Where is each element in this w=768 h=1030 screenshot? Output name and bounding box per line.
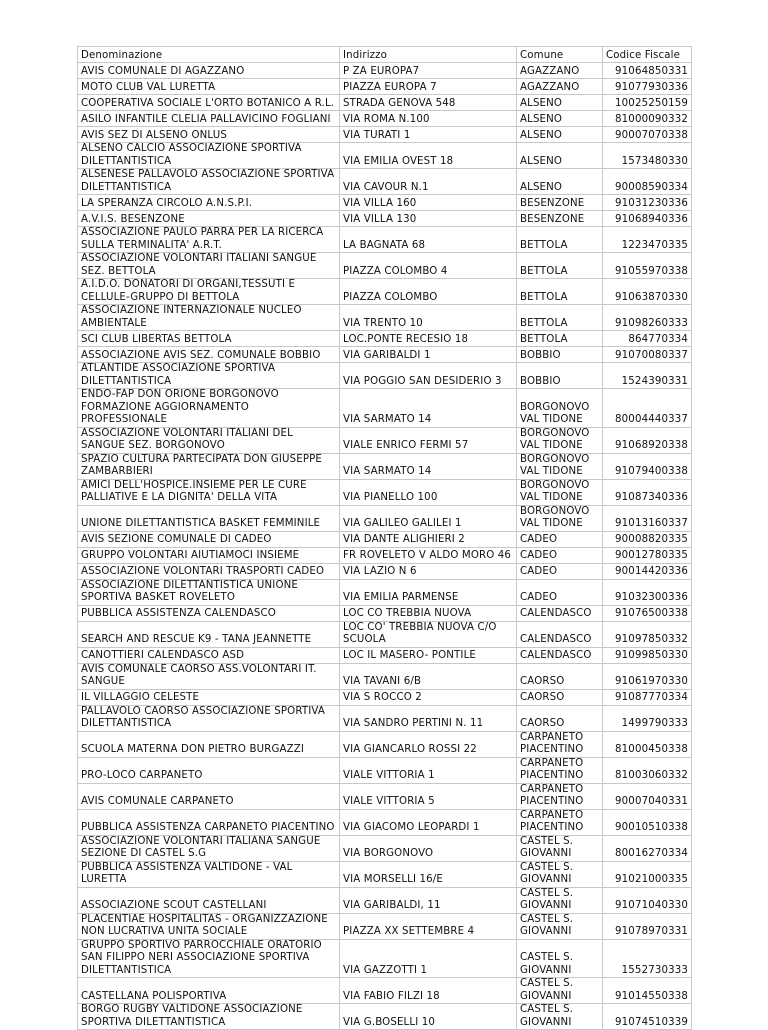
- cell-denominazione: ASSOCIAZIONE VOLONTARI ITALIANI SANGUE SEZ. BETTOLA: [78, 253, 340, 279]
- cell-codice-fiscale: 10025250159: [603, 95, 692, 111]
- header-comune: Comune: [517, 47, 603, 63]
- cell-indirizzo: LA BAGNATA 68: [340, 227, 517, 253]
- cell-comune: BOBBIO: [517, 363, 603, 389]
- cell-indirizzo: VIA SANDRO PERTINI N. 11: [340, 705, 517, 731]
- cell-denominazione: CASTELLANA POLISPORTIVA: [78, 978, 340, 1004]
- table-row: [78, 111, 692, 127]
- cell-codice-fiscale: 81003060332: [603, 757, 692, 783]
- cell-comune: CAORSO: [517, 663, 603, 689]
- cell-indirizzo: VIA DANTE ALIGHIERI 2: [340, 531, 517, 547]
- cell-indirizzo: PIAZZA XX SETTEMBRE 4: [340, 913, 517, 939]
- cell-denominazione: ENDO-FAP DON ORIONE BORGONOVO FORMAZIONE AGGIORNAMENTO PROFESSIONALE: [78, 389, 340, 428]
- table-row: [78, 547, 692, 563]
- cell-codice-fiscale: 91013160337: [603, 505, 692, 531]
- cell-codice-fiscale: 91068920338: [603, 427, 692, 453]
- table-row: [78, 79, 692, 95]
- table-row: [78, 363, 692, 389]
- table-row: [78, 757, 692, 783]
- cell-denominazione: PUBBLICA ASSISTENZA CALENDASCO: [78, 605, 340, 621]
- cell-codice-fiscale: 81000450338: [603, 731, 692, 757]
- cell-denominazione: PUBBLICA ASSISTENZA VALTIDONE - VAL LURETTA: [78, 861, 340, 887]
- cell-denominazione: ALSENESE PALLAVOLO ASSOCIAZIONE SPORTIVA DILETTANTISTICA: [78, 169, 340, 195]
- cell-indirizzo: VIA PIANELLO 100: [340, 479, 517, 505]
- cell-comune: BETTOLA: [517, 305, 603, 331]
- cell-codice-fiscale: 91068940336: [603, 211, 692, 227]
- cell-codice-fiscale: 91097850332: [603, 621, 692, 647]
- cell-denominazione: SEARCH AND RESCUE K9 - TANA JEANNETTE: [78, 621, 340, 647]
- cell-indirizzo: VIA GAZZOTTI 1: [340, 939, 517, 978]
- cell-comune: ALSENO: [517, 143, 603, 169]
- cell-comune: BORGONOVO VAL TIDONE: [517, 389, 603, 428]
- cell-indirizzo: VIA TRENTO 10: [340, 305, 517, 331]
- cell-denominazione: AVIS COMUNALE DI AGAZZANO: [78, 63, 340, 79]
- cell-codice-fiscale: 90007070338: [603, 127, 692, 143]
- cell-comune: CARPANETO PIACENTINO: [517, 731, 603, 757]
- cell-denominazione: PALLAVOLO CAORSO ASSOCIAZIONE SPORTIVA DILETTANTISTICA: [78, 705, 340, 731]
- cell-indirizzo: P ZA EUROPA7: [340, 63, 517, 79]
- cell-comune: BETTOLA: [517, 331, 603, 347]
- cell-comune: CARPANETO PIACENTINO: [517, 783, 603, 809]
- cell-indirizzo: VIA LAZIO N 6: [340, 563, 517, 579]
- cell-indirizzo: VIA GARIBALDI, 11: [340, 887, 517, 913]
- cell-indirizzo: VIALE VITTORIA 5: [340, 783, 517, 809]
- cell-comune: CASTEL S. GIOVANNI: [517, 861, 603, 887]
- cell-comune: CASTEL S. GIOVANNI: [517, 939, 603, 978]
- cell-comune: BETTOLA: [517, 279, 603, 305]
- table-row: [78, 347, 692, 363]
- table-row: [78, 63, 692, 79]
- cell-indirizzo: VIA POGGIO SAN DESIDERIO 3: [340, 363, 517, 389]
- cell-indirizzo: STRADA GENOVA 548: [340, 95, 517, 111]
- cell-comune: CAORSO: [517, 705, 603, 731]
- cell-codice-fiscale: 90012780335: [603, 547, 692, 563]
- cell-codice-fiscale: 91078970331: [603, 913, 692, 939]
- cell-denominazione: SPAZIO CULTURA PARTECIPATA DON GIUSEPPE ZAMBARBIERI: [78, 453, 340, 479]
- cell-denominazione: ASSOCIAZIONE SCOUT CASTELLANI: [78, 887, 340, 913]
- table-row: [78, 331, 692, 347]
- cell-denominazione: AVIS COMUNALE CARPANETO: [78, 783, 340, 809]
- cell-comune: CARPANETO PIACENTINO: [517, 809, 603, 835]
- cell-indirizzo: VIA GARIBALDI 1: [340, 347, 517, 363]
- cell-denominazione: UNIONE DILETTANTISTICA BASKET FEMMINILE: [78, 505, 340, 531]
- cell-comune: AGAZZANO: [517, 63, 603, 79]
- cell-indirizzo: PIAZZA COLOMBO: [340, 279, 517, 305]
- cell-codice-fiscale: 91032300336: [603, 579, 692, 605]
- cell-indirizzo: VIA TAVANI 6/B: [340, 663, 517, 689]
- cell-indirizzo: VIA VILLA 130: [340, 211, 517, 227]
- cell-comune: CASTEL S. GIOVANNI: [517, 1004, 603, 1030]
- cell-comune: CALENDASCO: [517, 605, 603, 621]
- cell-comune: CADEO: [517, 531, 603, 547]
- table-row: [78, 195, 692, 211]
- cell-denominazione: ASSOCIAZIONE INTERNAZIONALE NUCLEO AMBIENTALE: [78, 305, 340, 331]
- cell-codice-fiscale: 80016270334: [603, 835, 692, 861]
- table-row: [78, 705, 692, 731]
- cell-denominazione: AVIS COMUNALE CAORSO ASS.VOLONTARI IT. SANGUE: [78, 663, 340, 689]
- header-codice-fiscale: Codice Fiscale: [603, 47, 692, 63]
- cell-codice-fiscale: 80004440337: [603, 389, 692, 428]
- table-row: [78, 305, 692, 331]
- cell-comune: CASTEL S. GIOVANNI: [517, 835, 603, 861]
- cell-indirizzo: VIALE VITTORIA 1: [340, 757, 517, 783]
- cell-denominazione: ASSOCIAZIONE AVIS SEZ. COMUNALE BOBBIO: [78, 347, 340, 363]
- cell-indirizzo: VIALE ENRICO FERMI 57: [340, 427, 517, 453]
- cell-comune: BORGONOVO VAL TIDONE: [517, 505, 603, 531]
- cell-comune: BORGONOVO VAL TIDONE: [517, 453, 603, 479]
- cell-indirizzo: VIA SARMATO 14: [340, 453, 517, 479]
- cell-denominazione: PLACENTIAE HOSPITALITAS - ORGANIZZAZIONE NON LUCRATIVA UNITA SOCIALE: [78, 913, 340, 939]
- cell-codice-fiscale: 1499790333: [603, 705, 692, 731]
- table-row: [78, 453, 692, 479]
- cell-denominazione: AVIS SEZIONE COMUNALE DI CADEO: [78, 531, 340, 547]
- cell-indirizzo: VIA VILLA 160: [340, 195, 517, 211]
- cell-comune: ALSENO: [517, 111, 603, 127]
- table-row: [78, 1004, 692, 1030]
- cell-codice-fiscale: 90008590334: [603, 169, 692, 195]
- cell-indirizzo: VIA MORSELLI 16/E: [340, 861, 517, 887]
- cell-indirizzo: VIA G.BOSELLI 10: [340, 1004, 517, 1030]
- cell-codice-fiscale: 91077930336: [603, 79, 692, 95]
- cell-indirizzo: FR ROVELETO V ALDO MORO 46: [340, 547, 517, 563]
- cell-comune: CASTEL S. GIOVANNI: [517, 887, 603, 913]
- cell-comune: CASTEL S. GIOVANNI: [517, 978, 603, 1004]
- cell-denominazione: LA SPERANZA CIRCOLO A.N.S.P.I.: [78, 195, 340, 211]
- cell-indirizzo: VIA SARMATO 14: [340, 389, 517, 428]
- cell-indirizzo: VIA BORGONOVO: [340, 835, 517, 861]
- cell-indirizzo: VIA EMILIA PARMENSE: [340, 579, 517, 605]
- cell-denominazione: ASSOCIAZIONE VOLONTARI TRASPORTI CADEO: [78, 563, 340, 579]
- cell-indirizzo: PIAZZA COLOMBO 4: [340, 253, 517, 279]
- cell-indirizzo: VIA GALILEO GALILEI 1: [340, 505, 517, 531]
- cell-indirizzo: VIA CAVOUR N.1: [340, 169, 517, 195]
- cell-comune: BORGONOVO VAL TIDONE: [517, 427, 603, 453]
- cell-comune: AGAZZANO: [517, 79, 603, 95]
- cell-denominazione: AMICI DELL'HOSPICE.INSIEME PER LE CURE PALLIATIVE E LA DIGNITA' DELLA VITA: [78, 479, 340, 505]
- cell-codice-fiscale: 90010510338: [603, 809, 692, 835]
- cell-indirizzo: LOC IL MASERO- PONTILE: [340, 647, 517, 663]
- cell-indirizzo: LOC CO TREBBIA NUOVA: [340, 605, 517, 621]
- associations-table: [77, 46, 692, 1030]
- table-row: [78, 479, 692, 505]
- cell-comune: BESENZONE: [517, 195, 603, 211]
- table-row: [78, 621, 692, 647]
- cell-codice-fiscale: 864770334: [603, 331, 692, 347]
- cell-denominazione: ATLANTIDE ASSOCIAZIONE SPORTIVA DILETTANTISTICA: [78, 363, 340, 389]
- cell-denominazione: SCUOLA MATERNA DON PIETRO BURGAZZI: [78, 731, 340, 757]
- cell-denominazione: ALSENO CALCIO ASSOCIAZIONE SPORTIVA DILETTANTISTICA: [78, 143, 340, 169]
- cell-denominazione: ASSOCIAZIONE VOLONTARI ITALIANA SANGUE SEZIONE DI CASTEL S.G: [78, 835, 340, 861]
- cell-codice-fiscale: 91099850330: [603, 647, 692, 663]
- cell-denominazione: SCI CLUB LIBERTAS BETTOLA: [78, 331, 340, 347]
- table-row: [78, 579, 692, 605]
- cell-denominazione: ASILO INFANTILE CLELIA PALLAVICINO FOGLIANI: [78, 111, 340, 127]
- cell-comune: ALSENO: [517, 127, 603, 143]
- cell-comune: BETTOLA: [517, 227, 603, 253]
- cell-codice-fiscale: 91014550338: [603, 978, 692, 1004]
- cell-codice-fiscale: 91087340336: [603, 479, 692, 505]
- cell-denominazione: PUBBLICA ASSISTENZA CARPANETO PIACENTINO: [78, 809, 340, 835]
- table-row: [78, 143, 692, 169]
- cell-indirizzo: LOC CO' TREBBIA NUOVA C/O SCUOLA: [340, 621, 517, 647]
- table-row: [78, 169, 692, 195]
- table-row: [78, 647, 692, 663]
- header-row: [78, 47, 692, 63]
- cell-denominazione: GRUPPO VOLONTARI AIUTIAMOCI INSIEME: [78, 547, 340, 563]
- cell-comune: CADEO: [517, 563, 603, 579]
- cell-denominazione: ASSOCIAZIONE PAULO PARRA PER LA RICERCA SULLA TERMINALITA' A.R.T.: [78, 227, 340, 253]
- table-row: [78, 861, 692, 887]
- cell-codice-fiscale: 91064850331: [603, 63, 692, 79]
- cell-codice-fiscale: 81000090332: [603, 111, 692, 127]
- cell-comune: CAORSO: [517, 689, 603, 705]
- cell-codice-fiscale: 1223470335: [603, 227, 692, 253]
- cell-indirizzo: PIAZZA EUROPA 7: [340, 79, 517, 95]
- cell-denominazione: IL VILLAGGIO CELESTE: [78, 689, 340, 705]
- cell-codice-fiscale: 90014420336: [603, 563, 692, 579]
- cell-comune: ALSENO: [517, 169, 603, 195]
- table-row: [78, 253, 692, 279]
- header-indirizzo: Indirizzo: [340, 47, 517, 63]
- cell-codice-fiscale: 90008820335: [603, 531, 692, 547]
- cell-comune: BETTOLA: [517, 253, 603, 279]
- cell-denominazione: GRUPPO SPORTIVO PARROCCHIALE ORATORIO SAN FILIPPO NERI ASSOCIAZIONE SPORTIVA DILETTANTISTICA: [78, 939, 340, 978]
- cell-denominazione: A.V.I.S. BESENZONE: [78, 211, 340, 227]
- cell-indirizzo: VIA TURATI 1: [340, 127, 517, 143]
- table-row: [78, 563, 692, 579]
- cell-codice-fiscale: 91070080337: [603, 347, 692, 363]
- cell-codice-fiscale: 91071040330: [603, 887, 692, 913]
- cell-codice-fiscale: 1524390331: [603, 363, 692, 389]
- cell-comune: CADEO: [517, 547, 603, 563]
- table-row: [78, 127, 692, 143]
- cell-codice-fiscale: 91098260333: [603, 305, 692, 331]
- cell-codice-fiscale: 91076500338: [603, 605, 692, 621]
- cell-codice-fiscale: 1573480330: [603, 143, 692, 169]
- table-row: [78, 939, 692, 978]
- table-row: [78, 663, 692, 689]
- cell-comune: BORGONOVO VAL TIDONE: [517, 479, 603, 505]
- cell-codice-fiscale: 91055970338: [603, 253, 692, 279]
- cell-denominazione: MOTO CLUB VAL LURETTA: [78, 79, 340, 95]
- cell-comune: CARPANETO PIACENTINO: [517, 757, 603, 783]
- table-row: [78, 835, 692, 861]
- cell-denominazione: CANOTTIERI CALENDASCO ASD: [78, 647, 340, 663]
- table-row: [78, 731, 692, 757]
- cell-codice-fiscale: 91087770334: [603, 689, 692, 705]
- table-row: [78, 531, 692, 547]
- table-row: [78, 887, 692, 913]
- table-row: [78, 978, 692, 1004]
- cell-denominazione: BORGO RUGBY VALTIDONE ASSOCIAZIONE SPORTIVA DILETTANTISTICA: [78, 1004, 340, 1030]
- cell-comune: BESENZONE: [517, 211, 603, 227]
- cell-comune: BOBBIO: [517, 347, 603, 363]
- cell-codice-fiscale: 91063870330: [603, 279, 692, 305]
- table-row: [78, 505, 692, 531]
- cell-indirizzo: VIA GIACOMO LEOPARDI 1: [340, 809, 517, 835]
- table-row: [78, 783, 692, 809]
- table-row: [78, 605, 692, 621]
- table-row: [78, 689, 692, 705]
- cell-indirizzo: VIA GIANCARLO ROSSI 22: [340, 731, 517, 757]
- table-row: [78, 211, 692, 227]
- table-row: [78, 95, 692, 111]
- cell-codice-fiscale: 91074510339: [603, 1004, 692, 1030]
- cell-indirizzo: VIA EMILIA OVEST 18: [340, 143, 517, 169]
- cell-codice-fiscale: 91061970330: [603, 663, 692, 689]
- cell-comune: CALENDASCO: [517, 647, 603, 663]
- table-row: [78, 809, 692, 835]
- cell-denominazione: ASSOCIAZIONE DILETTANTISTICA UNIONE SPORTIVA BASKET ROVELETO: [78, 579, 340, 605]
- cell-indirizzo: VIA FABIO FILZI 18: [340, 978, 517, 1004]
- cell-codice-fiscale: 1552730333: [603, 939, 692, 978]
- cell-indirizzo: VIA S ROCCO 2: [340, 689, 517, 705]
- cell-denominazione: COOPERATIVA SOCIALE L'ORTO BOTANICO A R.L.: [78, 95, 340, 111]
- cell-comune: ALSENO: [517, 95, 603, 111]
- cell-indirizzo: VIA ROMA N.100: [340, 111, 517, 127]
- table-row: [78, 389, 692, 428]
- table-row: [78, 279, 692, 305]
- header-denominazione: Denominazione: [78, 47, 340, 63]
- cell-denominazione: ASSOCIAZIONE VOLONTARI ITALIANI DEL SANGUE SEZ. BORGONOVO: [78, 427, 340, 453]
- cell-denominazione: PRO-LOCO CARPANETO: [78, 757, 340, 783]
- table-row: [78, 227, 692, 253]
- cell-comune: CASTEL S. GIOVANNI: [517, 913, 603, 939]
- cell-denominazione: AVIS SEZ DI ALSENO ONLUS: [78, 127, 340, 143]
- cell-comune: CALENDASCO: [517, 621, 603, 647]
- cell-indirizzo: LOC.PONTE RECESIO 18: [340, 331, 517, 347]
- table-row: [78, 913, 692, 939]
- cell-codice-fiscale: 90007040331: [603, 783, 692, 809]
- table-row: [78, 427, 692, 453]
- cell-comune: CADEO: [517, 579, 603, 605]
- cell-codice-fiscale: 91031230336: [603, 195, 692, 211]
- cell-codice-fiscale: 91079400338: [603, 453, 692, 479]
- cell-denominazione: A.I.D.O. DONATORI DI ORGANI,TESSUTI E CELLULE-GRUPPO DI BETTOLA: [78, 279, 340, 305]
- cell-codice-fiscale: 91021000335: [603, 861, 692, 887]
- table-body: [78, 63, 692, 1030]
